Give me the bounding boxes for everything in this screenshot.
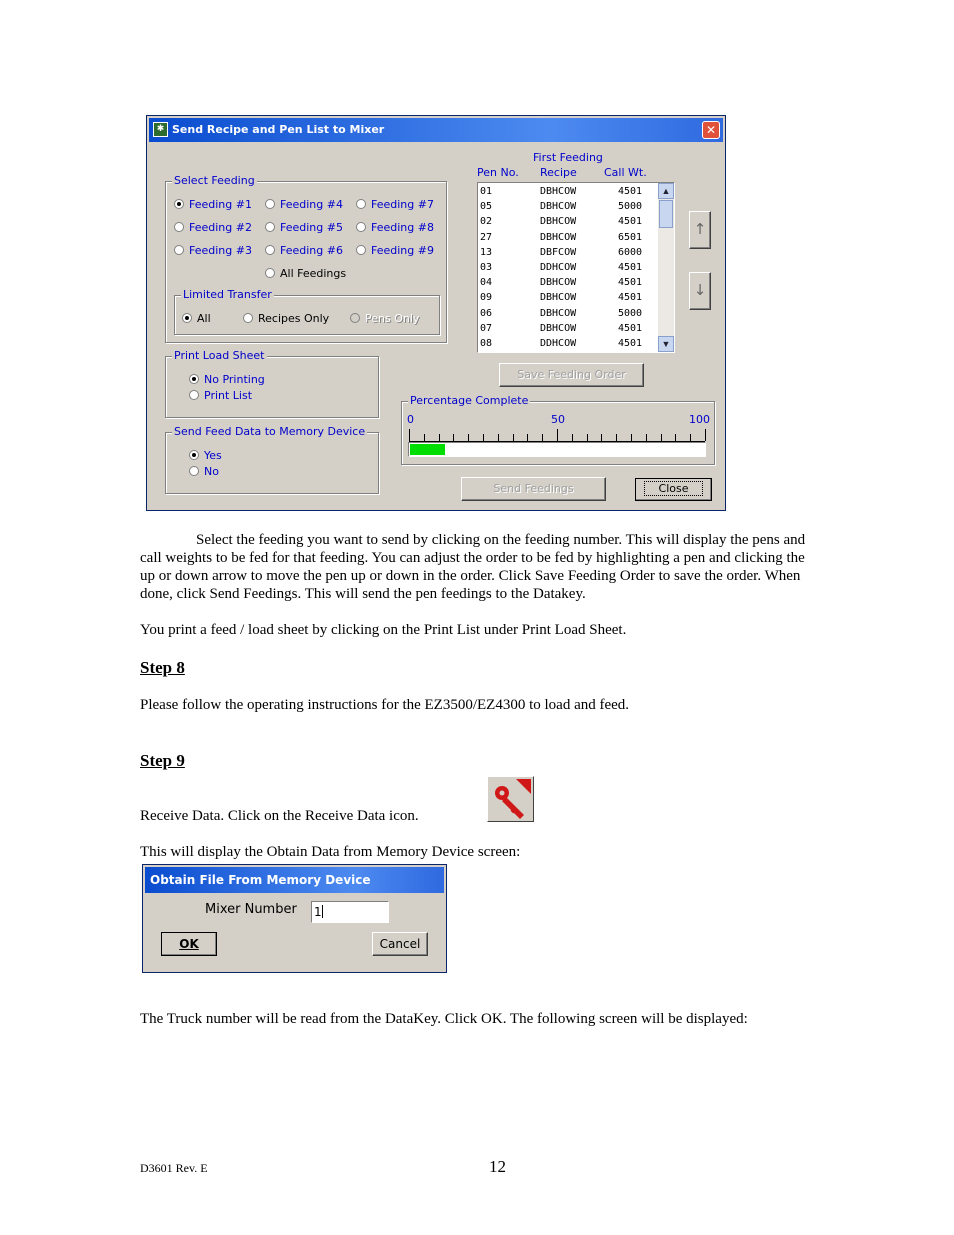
col-pen-no: Pen No. xyxy=(477,166,519,179)
radio-pens-only: Pens Only xyxy=(350,312,419,325)
call-weight: 4501 xyxy=(618,216,643,228)
tick-mark xyxy=(646,434,647,441)
close-button[interactable] xyxy=(635,478,712,501)
call-weight: 4501 xyxy=(618,277,643,289)
tick-mark xyxy=(513,434,514,441)
tick-mark xyxy=(542,434,543,441)
dialog-titlebar[interactable] xyxy=(149,118,723,142)
mixer-number-input[interactable]: 1 xyxy=(311,901,389,923)
radio-dot xyxy=(243,313,253,323)
call-weight: 6000 xyxy=(618,246,643,258)
recipe-name: DBHCOW xyxy=(540,292,577,304)
pen-number: 09 xyxy=(480,292,493,304)
tick-mark xyxy=(631,434,632,441)
radio-feeding-8[interactable]: Feeding #8 xyxy=(356,221,434,234)
arrow-down-icon: ↓ xyxy=(693,281,707,299)
tick-mark xyxy=(690,434,691,441)
send-feed-data-group xyxy=(165,425,379,494)
radio-dot xyxy=(189,374,199,384)
radio-print-list[interactable]: Print List xyxy=(189,389,252,402)
tick-mark xyxy=(498,434,499,441)
radio-dot xyxy=(265,222,275,232)
radio-dot xyxy=(356,199,366,209)
obtain-file-dialog xyxy=(142,864,447,973)
move-up-button[interactable] xyxy=(689,211,711,249)
paragraph-select-feeding: Select the feeding you want to send by clicking on the feeding number. This will display the pens and call weights to be fed for that feeding. You can adjust the order to be fed by highlighting a pen and clicking the up or down arrow to move the pen up or down in the order. Click Save Feeding Order to save the order. When done, click Send Feedings. This will send the pen feedings to the Datakey. xyxy=(140,532,806,602)
pct-tick-scale xyxy=(409,429,705,442)
tick-mark xyxy=(453,434,454,441)
recipe-name: DBHCOW xyxy=(540,186,577,197)
save-feeding-order-button[interactable]: Save Feeding Order xyxy=(499,363,644,387)
call-weight: 6501 xyxy=(618,231,643,243)
radio-yes[interactable]: Yes xyxy=(189,449,222,462)
call-weight: 4501 xyxy=(618,322,643,334)
col-call-wt: Call Wt. xyxy=(604,166,647,179)
progress-bar xyxy=(408,442,706,457)
tick-mark xyxy=(483,434,484,441)
radio-feeding-7[interactable]: Feeding #7 xyxy=(356,198,434,211)
pen-number: 08 xyxy=(480,338,493,349)
arrow-up-icon: ↑ xyxy=(693,220,707,238)
list-scrollbar[interactable] xyxy=(658,183,674,352)
recipe-name: DBHCOW xyxy=(540,216,577,228)
radio-feeding-6[interactable]: Feeding #6 xyxy=(265,244,343,257)
ok-button[interactable]: OK xyxy=(161,932,217,956)
radio-dot xyxy=(182,313,192,323)
step-9-heading: Step 9 xyxy=(140,751,185,770)
send-recipe-dialog xyxy=(146,115,726,511)
pen-number: 05 xyxy=(480,201,493,213)
scroll-thumb[interactable] xyxy=(659,200,673,228)
call-weight: 5000 xyxy=(618,307,643,319)
call-weight: 4501 xyxy=(618,292,643,304)
radio-no-printing[interactable]: No Printing xyxy=(189,373,265,386)
pen-number: 27 xyxy=(480,231,493,243)
radio-dot xyxy=(189,390,199,400)
scroll-down-icon[interactable]: ▼ xyxy=(658,336,674,352)
feeding-listbox[interactable] xyxy=(477,182,675,353)
percentage-legend: Percentage Complete xyxy=(410,394,529,407)
dialog-title: Send Recipe and Pen List to Mixer xyxy=(172,123,385,136)
radio-dot xyxy=(356,245,366,255)
select-feeding-group xyxy=(165,174,447,343)
tick-mark xyxy=(616,434,617,441)
radio-dot xyxy=(174,222,184,232)
radio-recipes-only[interactable]: Recipes Only xyxy=(243,312,329,325)
first-feeding-heading: First Feeding xyxy=(533,151,603,164)
send-feed-data-legend: Send Feed Data to Memory Device xyxy=(174,425,366,438)
call-weight: 4501 xyxy=(618,186,643,197)
radio-feeding-9[interactable]: Feeding #9 xyxy=(356,244,434,257)
tick-mark xyxy=(587,434,588,441)
tick-mark xyxy=(424,434,425,441)
radio-feeding-1[interactable]: Feeding #1 xyxy=(174,198,252,211)
recipe-name: DBFCOW xyxy=(540,246,577,258)
footer-doc-id: D3601 Rev. E xyxy=(140,1161,208,1175)
recipe-name: DBHCOW xyxy=(540,277,577,289)
key-icon xyxy=(488,777,533,821)
tick-mark xyxy=(705,429,706,441)
move-down-button[interactable] xyxy=(689,272,711,310)
paragraph-print-list: You print a feed / load sheet by clicking on the Print List under Print Load Sheet. xyxy=(140,622,627,638)
tick-mark xyxy=(675,434,676,441)
paragraph-receive-data: Receive Data. Click on the Receive Data icon. xyxy=(140,808,419,824)
radio-no[interactable]: No xyxy=(189,465,219,478)
paragraph-truck-number: The Truck number will be read from the DataKey. Click OK. The following screen will be displayed: xyxy=(140,1011,748,1027)
radio-dot xyxy=(174,199,184,209)
call-weight: 4501 xyxy=(618,262,643,273)
radio-dot xyxy=(265,245,275,255)
pct-label-0: 0 xyxy=(407,413,414,426)
recipe-name: DBHCOW xyxy=(540,307,577,319)
radio-dot xyxy=(189,450,199,460)
pen-number: 13 xyxy=(480,246,493,258)
radio-feeding-2[interactable]: Feeding #2 xyxy=(174,221,252,234)
radio-feeding-4[interactable]: Feeding #4 xyxy=(265,198,343,211)
tick-mark xyxy=(468,434,469,441)
cancel-button[interactable]: Cancel xyxy=(372,932,428,956)
tick-mark xyxy=(409,429,410,441)
footer-page-number: 12 xyxy=(489,1157,506,1176)
pen-number: 07 xyxy=(480,322,493,334)
scroll-up-icon[interactable]: ▲ xyxy=(658,183,674,199)
pen-number: 04 xyxy=(480,277,493,289)
pen-number: 06 xyxy=(480,307,493,319)
app-icon: ✱ xyxy=(153,122,168,137)
pen-number: 03 xyxy=(480,262,493,273)
print-load-sheet-legend: Print Load Sheet xyxy=(174,349,265,362)
tick-mark xyxy=(572,434,573,441)
recipe-name: DDHCOW xyxy=(540,262,577,273)
obtain-dialog-title: Obtain File From Memory Device xyxy=(150,873,371,887)
pen-number: 01 xyxy=(480,186,493,197)
radio-dot xyxy=(189,466,199,476)
pct-label-50: 50 xyxy=(551,413,565,426)
recipe-name: DBHCOW xyxy=(540,201,577,213)
obtain-dialog-titlebar[interactable] xyxy=(145,867,444,893)
col-recipe: Recipe xyxy=(540,166,577,179)
text-cursor xyxy=(322,905,323,918)
radio-feeding-3[interactable]: Feeding #3 xyxy=(174,244,252,257)
tick-mark xyxy=(601,434,602,441)
tick-mark xyxy=(527,434,528,441)
call-weight: 4501 xyxy=(618,338,643,349)
progress-fill xyxy=(410,444,445,455)
radio-all[interactable]: All xyxy=(182,312,211,325)
call-weight: 5000 xyxy=(618,201,643,213)
tick-mark xyxy=(439,434,440,441)
recipe-name: DBHCOW xyxy=(540,322,577,334)
receive-data-button[interactable] xyxy=(487,776,534,822)
percentage-complete-group xyxy=(401,394,715,465)
pen-number: 02 xyxy=(480,216,493,228)
radio-feeding-5[interactable]: Feeding #5 xyxy=(265,221,343,234)
limited-transfer-group xyxy=(174,288,440,335)
radio-dot xyxy=(174,245,184,255)
print-load-sheet-group xyxy=(165,349,379,418)
close-icon[interactable]: ✕ xyxy=(702,121,720,139)
radio-dot xyxy=(356,222,366,232)
radio-all-feedings[interactable]: All Feedings xyxy=(265,267,346,280)
tick-mark xyxy=(557,429,558,441)
radio-dot xyxy=(265,268,275,278)
pct-label-100: 100 xyxy=(689,413,710,426)
limited-transfer-legend: Limited Transfer xyxy=(183,288,272,301)
step-8-heading: Step 8 xyxy=(140,658,185,677)
send-feedings-button[interactable]: Send Feedings xyxy=(461,477,606,501)
close-button-label: Close xyxy=(645,482,703,495)
radio-dot xyxy=(350,313,360,323)
mixer-number-label: Mixer Number xyxy=(205,902,297,917)
paragraph-obtain-screen: This will display the Obtain Data from Memory Device screen: xyxy=(140,844,521,860)
tick-mark xyxy=(661,434,662,441)
radio-dot xyxy=(265,199,275,209)
recipe-name: DDHCOW xyxy=(540,338,577,349)
select-feeding-legend: Select Feeding xyxy=(174,174,255,187)
paragraph-step-8: Please follow the operating instructions for the EZ3500/EZ4300 to load and feed. xyxy=(140,697,630,713)
recipe-name: DBHCOW xyxy=(540,231,577,243)
